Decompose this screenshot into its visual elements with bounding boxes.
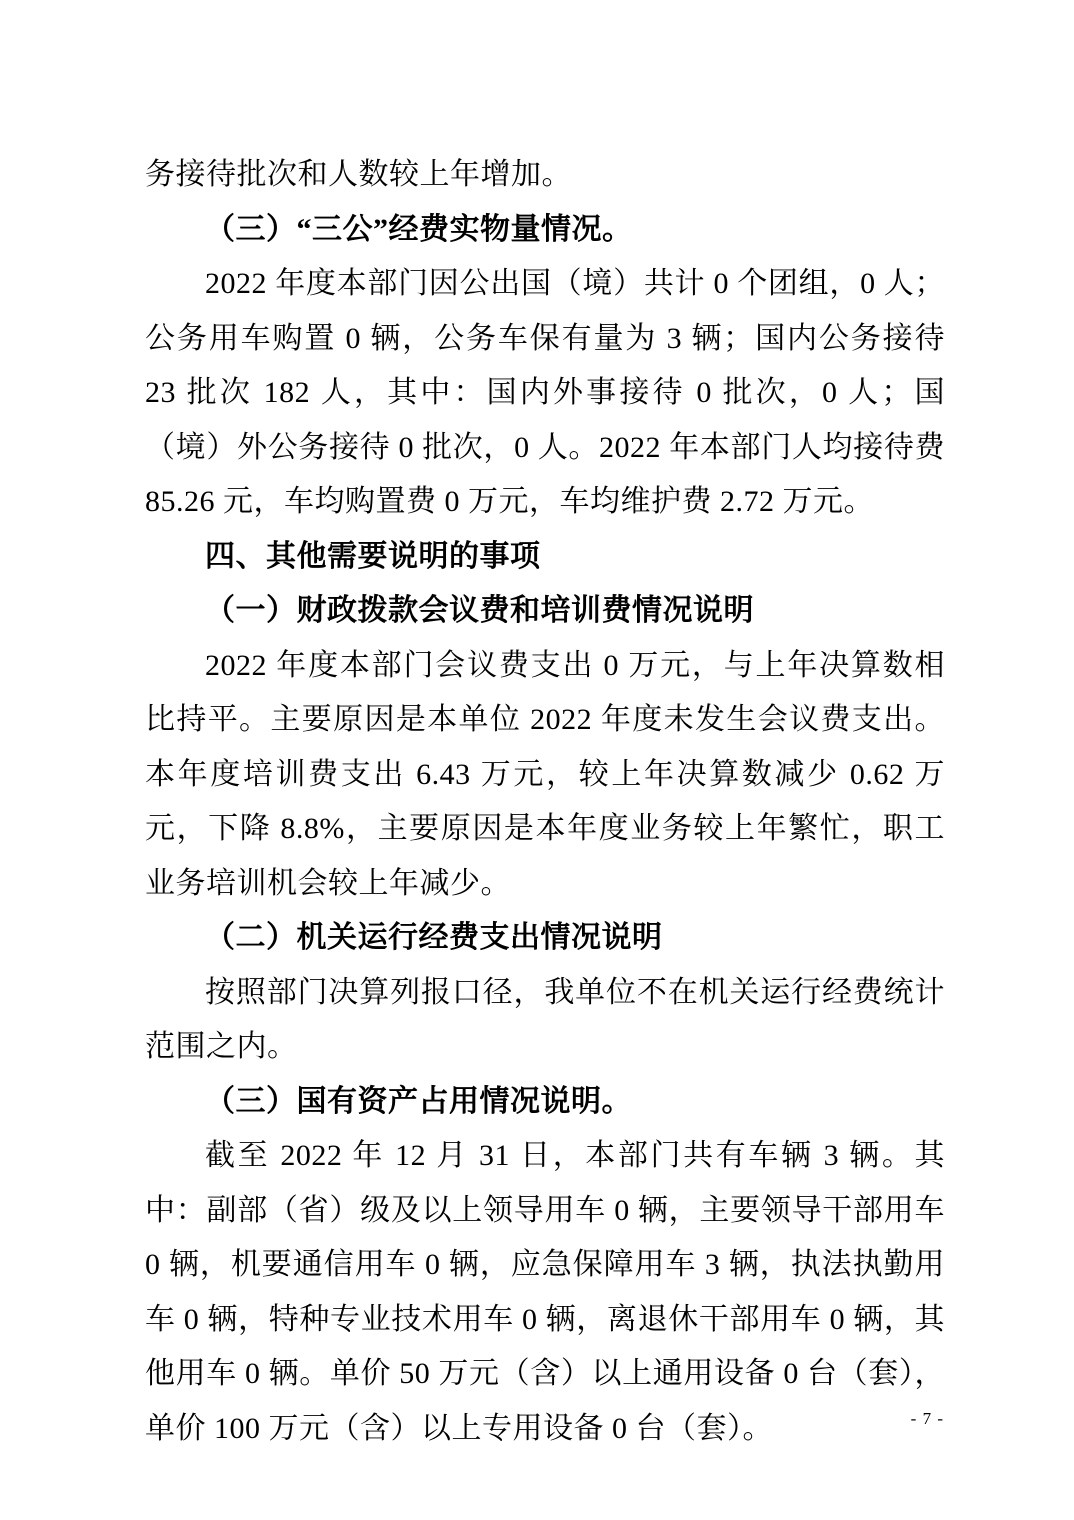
section-heading-level1: 四、其他需要说明的事项 [205, 539, 541, 573]
section-heading-level2: （三）国有资产占用情况说明。 [205, 1084, 632, 1118]
section-heading-level2: （二）机关运行经费支出情况说明 [205, 921, 663, 954]
document-body [145, 148, 945, 1456]
paragraph: 按照部门决算列报口径，我单位不在机关运行经费统计范围之内。 [145, 975, 945, 1063]
section-heading-level2: （一）财政拨款会议费和培训费情况说明 [205, 594, 754, 627]
paragraph-continuation: 务接待批次和人数较上年增加。 [145, 158, 572, 191]
page-number: - 7 - [910, 1409, 944, 1428]
paragraph: 2022 年度本部门因公出国（境）共计 0 个团组，0 人；公务用车购置 0 辆，公务车保有量为 3 辆；国内公务接待 23 批次 182 人，其中：国内外事接待 0 批次，0 人；国（境）外公务接待 0 批次，0 人。2022 年本部门人均接待费 85.26 元，车均购置费 0 万元，车均维护费 2.72 万元。 [145, 267, 945, 518]
section-heading-level2: （三）“三公”经费实物量情况。 [205, 212, 633, 246]
paragraph: 2022 年度本部门会议费支出 0 万元，与上年决算数相比持平。主要原因是本单位 2022 年度未发生会议费支出。本年度培训费支出 6.43 万元，较上年决算数减少 0.62 万元，下降 8.8%，主要原因是本年度业务较上年繁忙，职工业务培训机会较上年减少。 [145, 648, 945, 900]
paragraph: 截至 2022 年 12 月 31 日，本部门共有车辆 3 辆。其中：副部（省）级及以上领导用车 0 辆，主要领导干部用车 0 辆，机要通信用车 0 辆，应急保障用车 3 辆，执法执勤用车 0 辆，特种专业技术用车 0 辆，离退休干部用车 0 辆，其他用车 0 辆。单价 50 万元（含）以上通用设备 0 台（套），单价 100 万元（含）以上专用设备 0 台（套）。 [145, 1139, 945, 1445]
